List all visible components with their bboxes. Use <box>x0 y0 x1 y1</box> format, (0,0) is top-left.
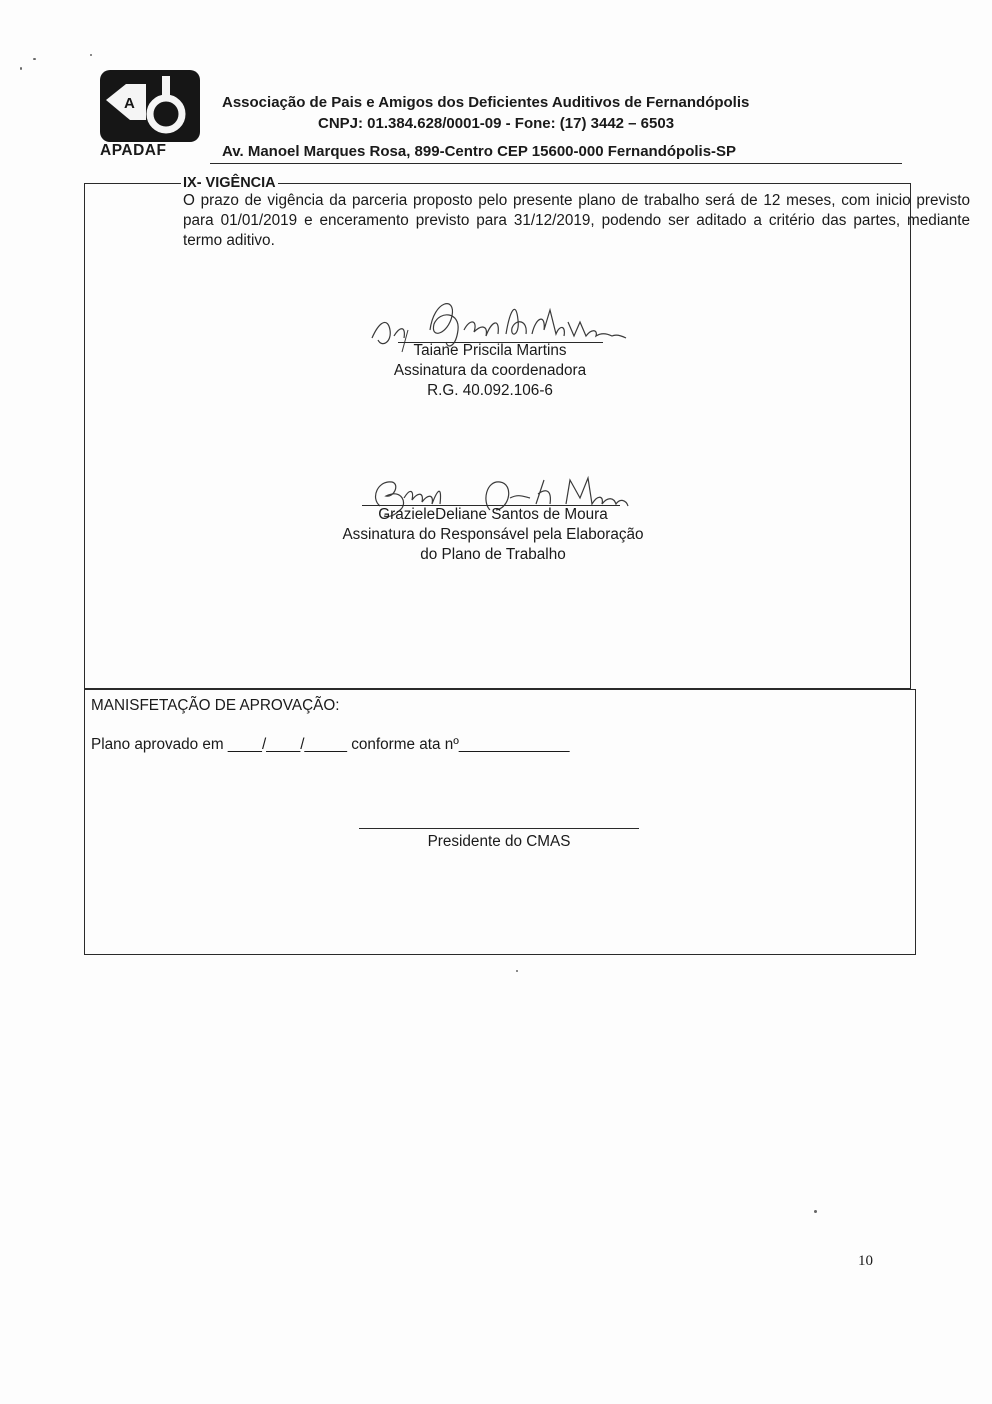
page-number: 10 <box>858 1253 873 1269</box>
coordinator-role: Assinatura da coordenadora <box>393 362 587 379</box>
scan-speck <box>90 54 92 56</box>
vigencia-section-body: O prazo de vigência da parceria proposto pelo presente plano de trabalho será de 12 meses, com inicio previsto para 01/01/2019 e enceramento previsto para 31/12/2019, podendo ser aditado a critério das partes, mediante termo aditivo. <box>183 192 970 249</box>
approval-section-box <box>84 689 916 955</box>
coordinator-name: Taiane Priscila Martins <box>413 342 567 359</box>
responsible-role-line2: do Plano de Trabalho <box>420 546 566 563</box>
responsible-name: GrazieleDeliane Santos de Moura <box>378 506 608 523</box>
president-label: Presidente do CMAS <box>427 833 571 850</box>
coordinator-signature-block <box>340 341 640 401</box>
scan-speck <box>20 67 22 70</box>
svg-text:A: A <box>124 95 135 112</box>
header-divider <box>210 163 902 164</box>
scan-speck <box>516 970 518 972</box>
scan-speck <box>814 1210 817 1213</box>
apadaf-logo <box>100 70 200 142</box>
organization-address: Av. Manoel Marques Rosa, 899-Centro CEP 15600-000 Fernandópolis-SP <box>222 143 737 160</box>
organization-name: Associação de Pais e Amigos dos Deficientes Auditivos de Fernandópolis <box>222 94 750 111</box>
responsible-role-line1: Assinatura do Responsável pela Elaboração <box>342 526 644 543</box>
logo-wordmark: APADAF <box>100 142 167 159</box>
president-signature-line <box>359 828 639 829</box>
approval-title: MANISFETAÇÃO DE APROVAÇÃO: <box>91 697 340 714</box>
vigencia-section-title: IX- VIGÊNCIA <box>183 175 276 191</box>
organization-cnpj-phone: CNPJ: 01.384.628/0001-09 - Fone: (17) 3442 – 6503 <box>318 115 675 132</box>
responsible-signature-block <box>300 505 686 565</box>
vigencia-section-box <box>84 183 911 689</box>
approval-date-line: Plano aprovado em ____/____/_____ conforme ata nº_____________ <box>91 736 570 753</box>
coordinator-rg: R.G. 40.092.106-6 <box>427 382 553 399</box>
scan-speck <box>33 58 36 60</box>
